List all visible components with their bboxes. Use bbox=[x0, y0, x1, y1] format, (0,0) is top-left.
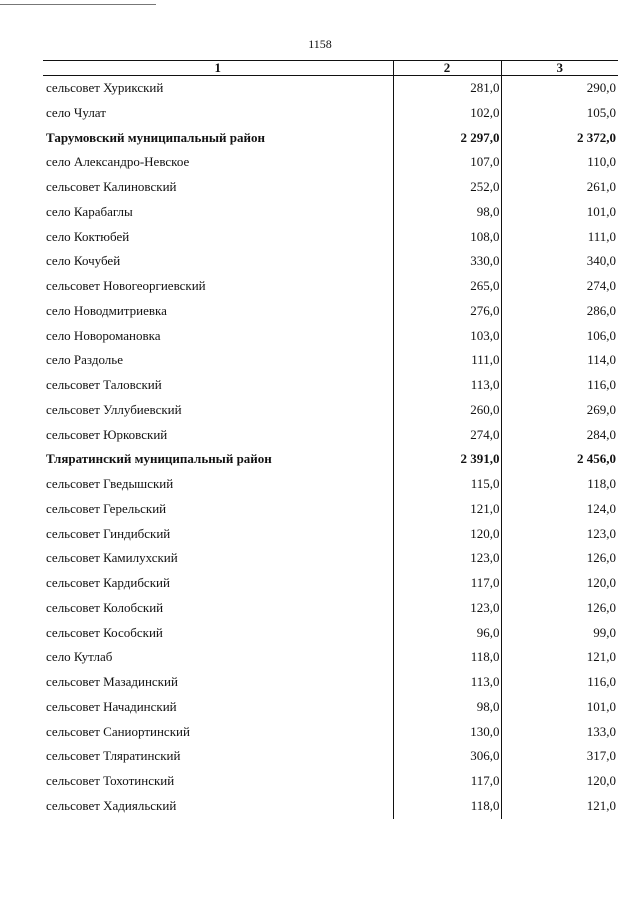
table-row bbox=[43, 497, 618, 522]
row-name: село Кочубей bbox=[43, 249, 393, 274]
table-row bbox=[43, 398, 618, 423]
row-value-col2: 120,0 bbox=[393, 522, 501, 547]
row-name: село Раздолье bbox=[43, 348, 393, 373]
row-name: сельсовет Начадинский bbox=[43, 695, 393, 720]
table-row bbox=[43, 769, 618, 794]
table-row bbox=[43, 472, 618, 497]
row-value-col2: 117,0 bbox=[393, 571, 501, 596]
row-name: село Новоромановка bbox=[43, 324, 393, 349]
row-value-col3: 286,0 bbox=[586, 302, 616, 318]
row-value-col3: 110,0 bbox=[587, 154, 616, 170]
row-name: сельсовет Мазадинский bbox=[43, 670, 393, 695]
row-value-col3: 126,0 bbox=[586, 599, 616, 615]
table-row bbox=[43, 794, 618, 819]
row-name: село Чулат bbox=[43, 101, 393, 126]
table-row bbox=[43, 522, 618, 547]
row-value-col2: 330,0 bbox=[393, 249, 501, 274]
column-header-1: 1 bbox=[43, 61, 393, 76]
row-value-col3: 340,0 bbox=[586, 253, 616, 269]
table-row bbox=[43, 744, 618, 769]
row-value-col2: 274,0 bbox=[393, 423, 501, 448]
column-header-2: 2 bbox=[393, 61, 501, 76]
row-value-col2: 121,0 bbox=[393, 497, 501, 522]
row-value-col3: 111,0 bbox=[587, 228, 616, 244]
row-value-col2: 103,0 bbox=[393, 324, 501, 349]
row-value-col3: 133,0 bbox=[586, 723, 616, 739]
row-name: сельсовет Тохотинский bbox=[43, 769, 393, 794]
row-name: сельсовет Саниортинский bbox=[43, 720, 393, 745]
table-row bbox=[43, 546, 618, 571]
row-name: сельсовет Калиновский bbox=[43, 175, 393, 200]
row-value-col2: 281,0 bbox=[393, 76, 501, 101]
table-row bbox=[43, 126, 618, 151]
row-value-col2: 96,0 bbox=[393, 621, 501, 646]
row-name: Тляратинский муниципальный район bbox=[43, 447, 393, 472]
row-name: Тарумовский муниципальный район bbox=[43, 126, 393, 151]
row-name: сельсовет Уллубиевский bbox=[43, 398, 393, 423]
row-name: сельсовет Гиндибский bbox=[43, 522, 393, 547]
row-value-col2: 113,0 bbox=[393, 373, 501, 398]
row-name: сельсовет Кардибский bbox=[43, 571, 393, 596]
row-name: сельсовет Колобский bbox=[43, 596, 393, 621]
table-row bbox=[43, 621, 618, 646]
row-name: село Карабаглы bbox=[43, 200, 393, 225]
row-value-col3: 121,0 bbox=[586, 797, 616, 813]
row-value-col2: 98,0 bbox=[393, 695, 501, 720]
row-name: сельсовет Хадияльский bbox=[43, 794, 393, 819]
row-value-col2: 102,0 bbox=[393, 101, 501, 126]
row-value-col3: 99,0 bbox=[593, 624, 616, 640]
row-value-col2: 117,0 bbox=[393, 769, 501, 794]
table-header-row bbox=[43, 61, 618, 76]
row-value-col2: 2 391,0 bbox=[393, 447, 501, 472]
row-name: сельсовет Кособский bbox=[43, 621, 393, 646]
table-row bbox=[43, 175, 618, 200]
row-value-col2: 113,0 bbox=[393, 670, 501, 695]
row-value-col3: 317,0 bbox=[586, 748, 616, 764]
row-value-col2: 306,0 bbox=[393, 744, 501, 769]
row-name: село Новодмитриевка bbox=[43, 299, 393, 324]
row-value-col3: 101,0 bbox=[586, 698, 616, 714]
row-value-col2: 108,0 bbox=[393, 225, 501, 250]
row-value-col3: 284,0 bbox=[586, 426, 616, 442]
table-row bbox=[43, 423, 618, 448]
row-name: село Кутлаб bbox=[43, 645, 393, 670]
row-value-col3: 290,0 bbox=[586, 80, 616, 95]
row-value-col2: 260,0 bbox=[393, 398, 501, 423]
row-name: сельсовет Тляратинский bbox=[43, 744, 393, 769]
table-row bbox=[43, 447, 618, 472]
row-value-col2: 276,0 bbox=[393, 299, 501, 324]
row-value-col3: 120,0 bbox=[586, 575, 616, 590]
table-row bbox=[43, 571, 618, 596]
row-value-col3: 106,0 bbox=[586, 327, 616, 343]
table-row bbox=[43, 299, 618, 324]
table-row bbox=[43, 150, 618, 175]
row-value-col2: 115,0 bbox=[393, 472, 501, 497]
row-value-col2: 252,0 bbox=[393, 175, 501, 200]
row-name: сельсовет Гведышский bbox=[43, 472, 393, 497]
row-value-col2: 111,0 bbox=[393, 348, 501, 373]
top-rule bbox=[0, 4, 156, 5]
row-name: сельсовет Камилухский bbox=[43, 546, 393, 571]
row-value-col3: 116,0 bbox=[587, 377, 616, 392]
table-row bbox=[43, 645, 618, 670]
row-value-col3: 101,0 bbox=[586, 203, 616, 219]
table-body bbox=[43, 76, 618, 819]
row-value-col3: 261,0 bbox=[586, 179, 616, 194]
page-number: 1158 bbox=[308, 37, 332, 51]
data-table bbox=[43, 60, 618, 819]
table-row bbox=[43, 324, 618, 349]
row-name: сельсовет Таловский bbox=[43, 373, 393, 398]
row-name: село Александро-Невское bbox=[43, 150, 393, 175]
row-value-col3: 114,0 bbox=[587, 352, 616, 368]
row-value-col3: 124,0 bbox=[586, 500, 616, 516]
table-row bbox=[43, 695, 618, 720]
column-header-3: 3 bbox=[501, 61, 618, 76]
table-row bbox=[43, 249, 618, 274]
row-value-col2: 118,0 bbox=[393, 794, 501, 819]
table-row bbox=[43, 274, 618, 299]
table-row bbox=[43, 76, 618, 101]
row-value-col3: 121,0 bbox=[586, 649, 616, 665]
row-name: сельсовет Герельский bbox=[43, 497, 393, 522]
row-value-col3: 123,0 bbox=[586, 525, 616, 541]
row-value-col3: 126,0 bbox=[586, 550, 616, 566]
row-value-col3: 118,0 bbox=[587, 476, 616, 491]
row-value-col3: 120,0 bbox=[586, 773, 616, 788]
table-row bbox=[43, 596, 618, 621]
table-row bbox=[43, 200, 618, 225]
table-row bbox=[43, 670, 618, 695]
row-value-col2: 2 297,0 bbox=[393, 126, 501, 151]
row-value-col3: 269,0 bbox=[586, 401, 616, 417]
row-value-col2: 123,0 bbox=[393, 596, 501, 621]
row-name: сельсовет Новогеоргиевский bbox=[43, 274, 393, 299]
row-name: село Коктюбей bbox=[43, 225, 393, 250]
row-value-col3: 2 372,0 bbox=[577, 129, 616, 145]
row-name: сельсовет Юрковский bbox=[43, 423, 393, 448]
table-row bbox=[43, 101, 618, 126]
row-name: сельсовет Хурикский bbox=[43, 76, 393, 101]
table-row bbox=[43, 225, 618, 250]
row-value-col2: 107,0 bbox=[393, 150, 501, 175]
table-row bbox=[43, 373, 618, 398]
row-value-col2: 123,0 bbox=[393, 546, 501, 571]
row-value-col2: 265,0 bbox=[393, 274, 501, 299]
table-row bbox=[43, 720, 618, 745]
row-value-col2: 118,0 bbox=[393, 645, 501, 670]
row-value-col3: 105,0 bbox=[586, 104, 616, 120]
row-value-col3: 116,0 bbox=[587, 674, 616, 689]
row-value-col2: 130,0 bbox=[393, 720, 501, 745]
row-value-col3: 2 456,0 bbox=[577, 451, 616, 467]
row-value-col3: 274,0 bbox=[586, 278, 616, 293]
table-row bbox=[43, 348, 618, 373]
row-value-col2: 98,0 bbox=[393, 200, 501, 225]
